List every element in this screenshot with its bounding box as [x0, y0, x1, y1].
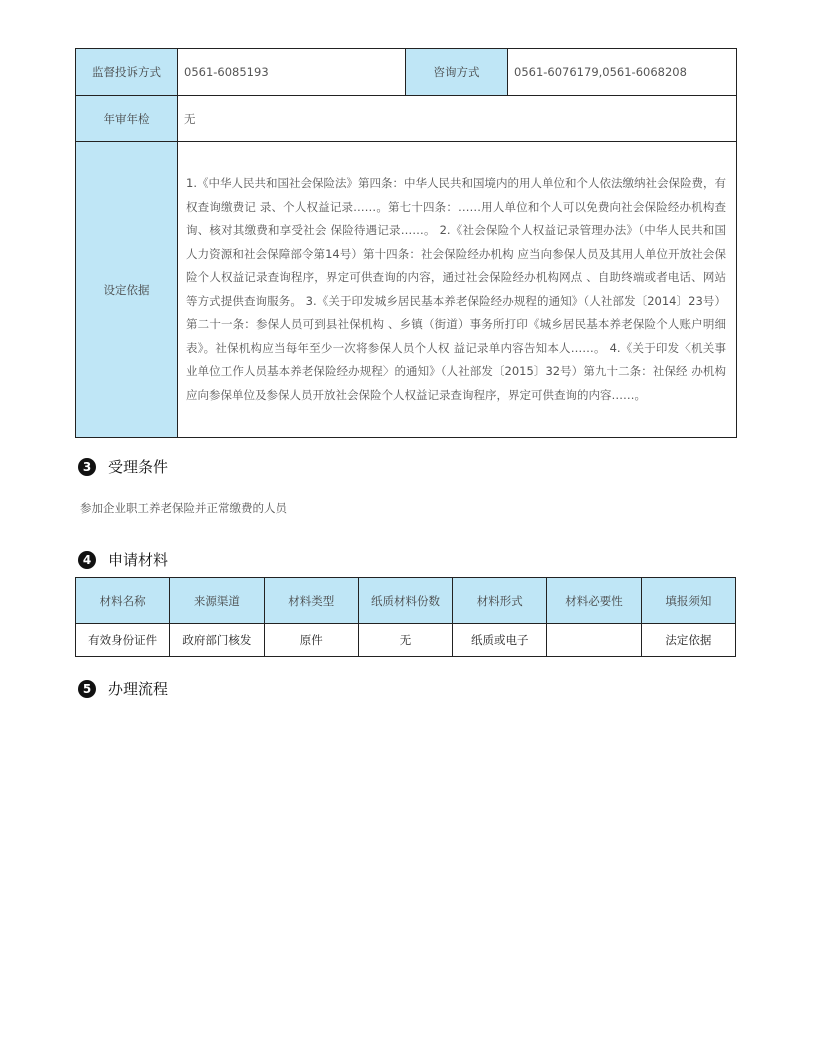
materials-cell: 原件: [264, 624, 358, 657]
materials-cell: 纸质或电子: [453, 624, 547, 657]
annual-value: 无: [178, 96, 737, 142]
materials-header-cell: 来源渠道: [170, 578, 264, 624]
materials-cell: 法定依据: [641, 624, 735, 657]
materials-cell: 无: [358, 624, 452, 657]
basis-cell: [178, 142, 737, 438]
section-number-5-icon: 5: [78, 680, 96, 698]
materials-header-cell: 材料形式: [453, 578, 547, 624]
supervision-label: 监督投诉方式: [76, 49, 178, 96]
basis-label: 设定依据: [76, 142, 178, 438]
materials-header-cell: 材料类型: [264, 578, 358, 624]
section-number-3-icon: 3: [78, 458, 96, 476]
consult-value: 0561-6076179,0561-6068208: [508, 49, 737, 96]
materials-table: [75, 577, 736, 657]
materials-header-cell: 材料必要性: [547, 578, 641, 624]
materials-cell: [547, 624, 641, 657]
materials-cell: 政府部门核发: [170, 624, 264, 657]
consult-label: 咨询方式: [406, 49, 508, 96]
materials-header-cell: 填报须知: [641, 578, 735, 624]
materials-header-cell: 纸质材料份数: [358, 578, 452, 624]
section-process: [78, 678, 168, 699]
supervision-value: 0561-6085193: [178, 49, 406, 96]
section-title: 受理条件: [108, 458, 169, 476]
section-title: 办理流程: [108, 680, 169, 698]
materials-header-row: [76, 578, 736, 624]
contact-row: [76, 49, 737, 96]
basis-value: 1.《中华人民共和国社会保险法》第四条：中华人民共和国境内的用人单位和个人依法缴纳社会保险费，有权查询缴费记 录、个人权益记录……。第七十四条：……用人单位和个人可以免费向社会保险经办机构查询、核对其缴费和享受社会 保险待遇记录……。 2.《社会保险个人权益记录管理办法》（中华人民共和国人力资源和社会保障部令第14号）第十四条：社会保险经办机构 应当向参保人员及其用人单位开放社会保险个人权益记录查询程序，界定可供查询的内容，通过社会保险经办机构网点 、自助终端或者电话、网站等方式提供查询服务。 3.《关于印发城乡居民基本养老保险经办规程的通知》（人社部发〔2014〕23号）第二十一条：参保人员可到县社保机构 、乡镇（街道）事务所打印《城乡居民基本养老保险个人账户明细表》。社保机构应当每年至少一次将参保人员个人权 益记录单内容告知本人……。 4.《关于印发〈机关事业单位工作人员基本养老保险经办规程〉的通知》（人社部发〔2015〕32号）第九十二条：社保经 办机构应向参保单位及参保人员开放社会保险个人权益记录查询程序，界定可供查询的内容……。: [186, 176, 726, 402]
section-materials: [78, 549, 168, 570]
table-row: [76, 624, 736, 657]
materials-header-cell: 材料名称: [76, 578, 170, 624]
annual-row: [76, 96, 737, 142]
annual-label: 年审年检: [76, 96, 178, 142]
materials-cell: 有效身份证件: [76, 624, 170, 657]
section-title: 申请材料: [108, 551, 169, 569]
basis-row: [76, 142, 737, 438]
conditions-text: 参加企业职工养老保险并正常缴费的人员: [80, 501, 287, 515]
service-info-table: [75, 48, 737, 438]
section-number-4-icon: 4: [78, 551, 96, 569]
section-accept-conditions: [78, 456, 168, 477]
